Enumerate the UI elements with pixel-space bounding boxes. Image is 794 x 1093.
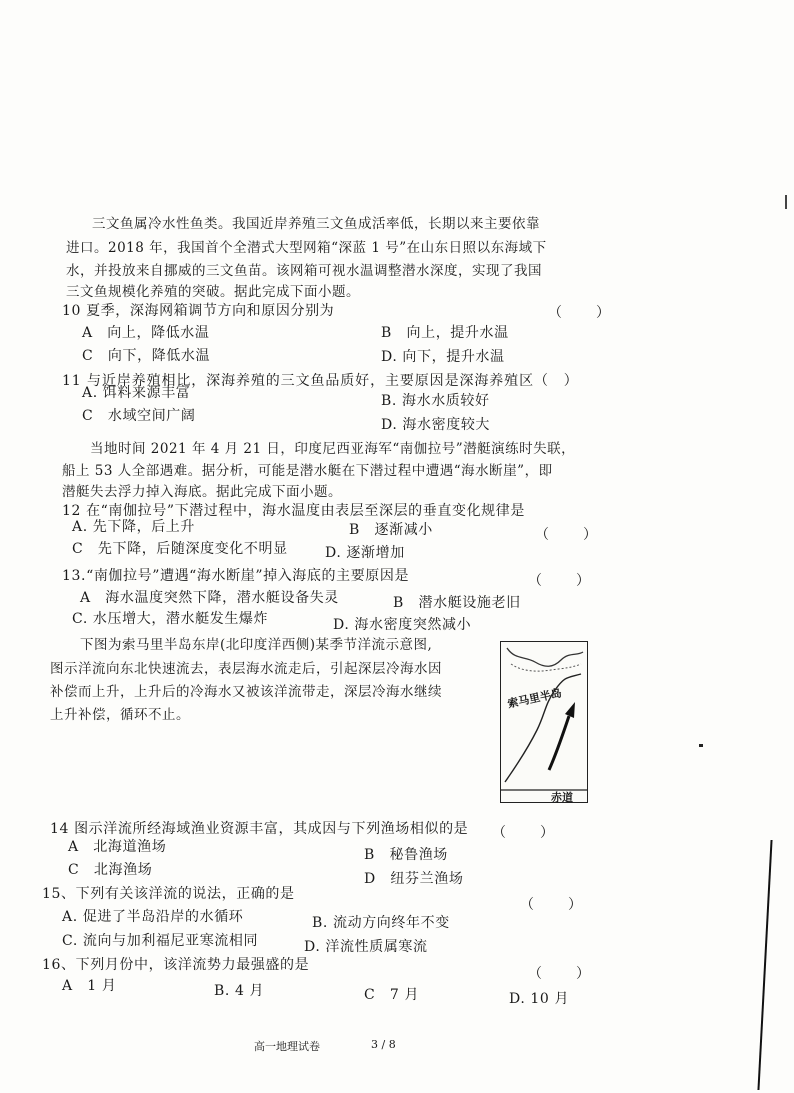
passage1-line-1: 三文鱼属冷水性鱼类。我国近岸养殖三文鱼成活率低，长期以来主要依靠 [92,216,540,232]
passage1-line-4: 三文鱼规模化养殖的突破。据此完成下面小题。 [66,284,360,300]
question-16-option-c[interactable]: C 7 月 [364,987,420,1003]
question-12-option-a[interactable]: A. 先下降，后上升 [72,519,196,535]
question-13-option-d[interactable]: D. 海水密度突然减小 [333,617,472,633]
question-15-option-c[interactable]: C. 流向与加利福尼亚寒流相同 [62,933,259,949]
current-arrow-icon [565,702,575,718]
question-12-option-b[interactable]: B 逐渐减小 [349,522,433,538]
question-13-option-b[interactable]: B 潜水艇设施老旧 [393,595,521,611]
passage2-line-3: 潜艇失去浮力掉入海底。据此完成下面小题。 [62,484,342,500]
passage2-line-2: 船上 53 人全部遇难。据分析，可能是潜水艇在下潜过程中遭遇“海水断崖”，即 [62,463,553,479]
question-10-option-a[interactable]: A 向上，降低水温 [82,325,210,341]
question-16-option-d[interactable]: D. 10 月 [509,991,570,1007]
page-number: 3 / 8 [371,1038,396,1051]
ocean-current-map [500,641,588,803]
question-15-stem: 15、下列有关该洋流的说法，正确的是 [42,886,295,902]
passage1-line-2: 进口。2018 年，我国首个全潜式大型网箱“深蓝 1 号”在山东日照以东海域下 [66,240,547,256]
question-12-stem: 12 在“南伽拉号”下潜过程中，海水温度由表层至深层的垂直变化规律是 [62,503,525,519]
question-14-option-d[interactable]: D 纽芬兰渔场 [364,871,464,887]
passage3-line-1: 下图为索马里半岛东岸(北印度洋西侧)某季节洋流示意图, [80,637,433,653]
question-14-answer-blank[interactable]: （ ） [492,825,556,841]
question-14-stem: 14 图示洋流所经海域渔业资源丰富，其成因与下列渔场相似的是 [50,821,469,837]
question-10-option-c[interactable]: C 向下，降低水温 [82,348,211,364]
question-13-option-c[interactable]: C. 水压增大，潜水艇发生爆炸 [72,611,269,627]
question-11-option-a[interactable]: A. 饵料来源丰富 [82,385,191,401]
question-15-option-d[interactable]: D. 洋流性质属寒流 [304,939,428,955]
equator-label: 赤道 [551,791,573,804]
footer-exam-title: 高一地理试卷 [254,1040,320,1053]
question-11-stem: 11 与近岸养殖相比，深海养殖的三文鱼品质好，主要原因是深海养殖区（ ） [62,373,579,389]
question-14-option-a[interactable]: A 北海道渔场 [68,839,167,855]
question-10-option-d[interactable]: D. 向下，提升水温 [381,349,505,365]
question-15-option-b[interactable]: B. 流动方向终年不变 [312,915,450,931]
scan-mark [785,195,787,209]
question-16-option-a[interactable]: A 1 月 [62,978,117,994]
question-14-option-c[interactable]: C 北海渔场 [68,862,153,878]
question-10-stem: 10 夏季，深海网箱调节方向和原因分别为 [62,303,335,319]
question-16-answer-blank[interactable]: （ ） [528,966,592,982]
contour-line [511,664,581,671]
question-12-answer-blank[interactable]: （ ） [535,527,599,543]
question-16-option-b[interactable]: B. 4 月 [214,983,265,999]
question-11-option-b[interactable]: B. 海水水质较好 [381,393,490,409]
question-15-answer-blank[interactable]: （ ） [520,897,584,913]
question-12-option-d[interactable]: D. 逐渐增加 [325,545,405,561]
passage3-line-4: 上升补偿，循环不止。 [50,707,190,723]
question-12-option-c[interactable]: C 先下降，后随深度变化不明显 [72,541,288,557]
question-11-option-c[interactable]: C 水域空间广阔 [82,408,196,424]
scan-edge-line [757,840,772,1090]
map-drawing [501,642,587,802]
question-16-stem: 16、下列月份中，该洋流势力最强盛的是 [42,957,310,973]
top-coastline [507,648,583,666]
passage3-line-3: 补偿而上升，上升后的冷海水又被该洋流带走，深层冷海水继续 [50,684,442,700]
passage1-line-3: 水，并投放来自挪威的三文鱼苗。该网箱可视水温调整潜水深度，实现了我国 [66,263,542,279]
current-flow-line [549,716,569,770]
scan-speck [699,744,703,747]
question-14-option-b[interactable]: B 秘鲁渔场 [364,847,448,863]
question-13-stem: 13.“南伽拉号”遭遇“海水断崖”掉入海底的主要原因是 [62,568,410,584]
question-10-answer-blank[interactable]: （ ） [548,305,612,321]
question-13-answer-blank[interactable]: （ ） [528,573,592,589]
passage2-line-1: 当地时间 2021 年 4 月 21 日，印度尼西亚海军“南伽拉号”潜艇演练时失联， [90,441,576,457]
passage3-line-2: 图示洋流向东北快速流去，表层海水流走后，引起深层冷海水因 [50,661,442,677]
question-10-option-b[interactable]: B 向上，提升水温 [381,325,509,341]
question-13-option-a[interactable]: A 海水温度突然下降，潜水艇设备失灵 [80,590,339,606]
peninsula-label: 索马里半岛 [506,686,563,711]
question-15-option-a[interactable]: A. 促进了半岛沿岸的水循环 [62,909,244,925]
question-11-option-d[interactable]: D. 海水密度较大 [381,417,491,433]
